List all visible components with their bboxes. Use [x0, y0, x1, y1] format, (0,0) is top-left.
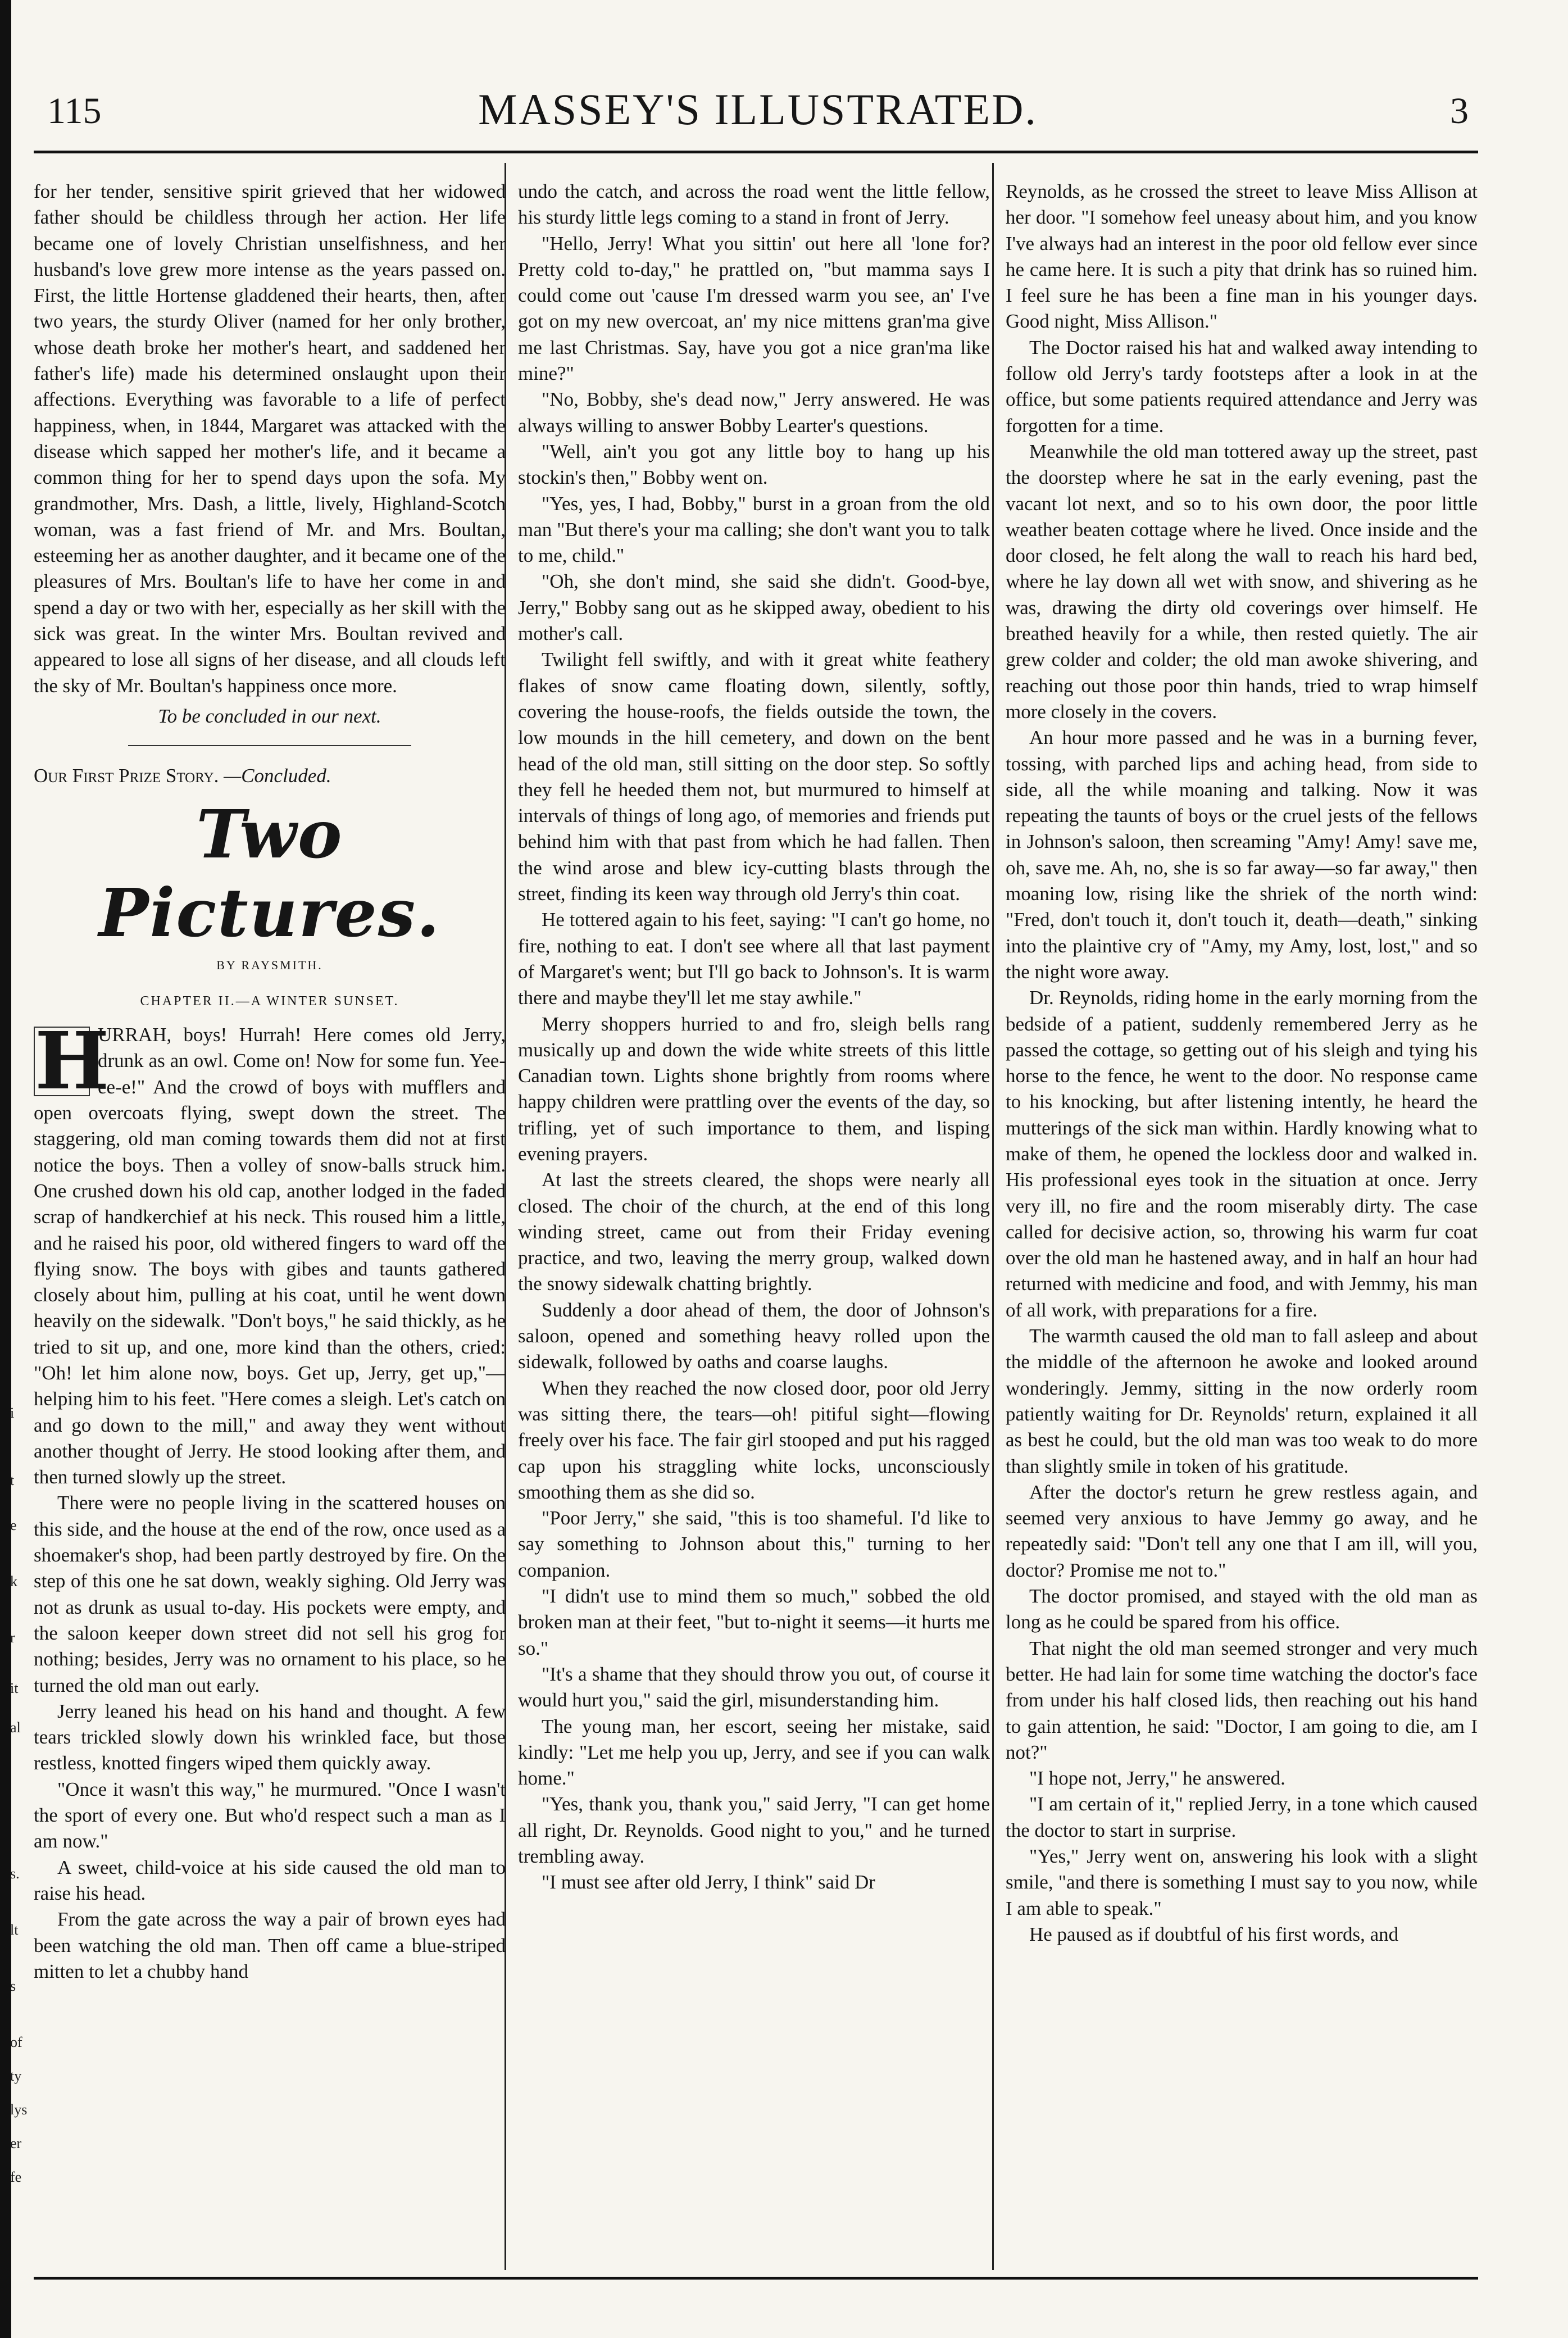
- paragraph: "Yes," Jerry went on, answering his look with a slight smile, "and there is something I must say to you now, while I am able to speak.": [1006, 1845, 1478, 1919]
- margin-fragment: of: [10, 2034, 22, 2050]
- header-rule: [34, 151, 1478, 153]
- paragraph: Twilight fell swiftly, and with it great white feathery flakes of snow came floating down, silently, softly, covering the house-roofs, the fields outside the town, the low mounds in the hill cemetery, and down on the bent head of the old man, still sitting on the door step. So softly they fell he heeded them not, but murmured to himself at intervals of things of long ago, of memories and friends put behind him with that past from which he had fallen. Then the wind arose and blew icy-cutting blasts through the street, finding its keen way through old Jerry's thin coat.: [518, 648, 990, 905]
- paragraph: "Yes, yes, I had, Bobby," burst in a groan from the old man "But there's your ma calling; she don't want you to talk to me, child.": [518, 492, 990, 567]
- drop-cap: H: [35, 1015, 110, 1108]
- paragraph: "Poor Jerry," she said, "this is too shameful. I'd like to say something to Johnson about this," turning to her companion.: [518, 1507, 990, 1581]
- paragraph: The Doctor raised his hat and walked away intending to follow old Jerry's tardy footsteps after a look in at the office, but some patients required attendance and Jerry was forgotten for a time.: [1006, 336, 1478, 437]
- continuation-note: To be concluded in our next.: [158, 705, 381, 727]
- paragraph: Suddenly a door ahead of them, the door of Johnson's saloon, opened and something heavy rolled upon the sidewalk, followed by oaths and coarse laughs.: [518, 1299, 990, 1373]
- paragraph: From the gate across the way a pair of brown eyes had been watching the old man. Then off came a blue-striped mitten to let a chubby hand: [34, 1908, 506, 1982]
- column-1: [34, 179, 506, 2269]
- paragraph: "Oh, she don't mind, she said she didn't. Good-bye, Jerry," Bobby sang out as he skipped away, obedient to his mother's call.: [518, 570, 990, 645]
- margin-fragment: fe: [10, 2169, 22, 2185]
- margin-fragment: t: [10, 1472, 15, 1488]
- column-3: [1006, 179, 1478, 2269]
- paragraph: After the doctor's return he grew restless again, and seemed very anxious to have Jemmy go away, and he repeatedly said: "Don't tell any one that I am ill, will you, doctor? Promise me not to.": [1006, 1481, 1478, 1581]
- margin-fragment: lt: [10, 1922, 19, 1938]
- masthead-title: MASSEY'S ILLUSTRATED.: [478, 85, 1038, 134]
- paragraph: When they reached the now closed door, poor old Jerry was sitting there, the tears—oh! pitiful sight—flowing freely over his face. The fair girl stooped and put his ragged cap upon his straggling white locks, unconsciously smoothing them as she did so.: [518, 1377, 990, 1503]
- column-divider: [992, 163, 994, 2270]
- paragraph: There were no people living in the scattered houses on this side, and the house at the end of the row, once used as a shoemaker's shop, had been partly destroyed by fire. On the step of this one he sat down, weakly sighing. Old Jerry was not as drunk as usual to-day. His pockets were empty, and the saloon keeper down street did not sell his grog for nothing; besides, Jerry was no ornament to his place, so he turned the old man out early.: [34, 1492, 506, 1696]
- column-2: [518, 179, 990, 2269]
- paragraph: He tottered again to his feet, saying: "I can't go home, no fire, nothing to eat. I don't see where all that last payment of Margaret's went; but I'll go back to Johnson's. It is warm there and maybe they'll let me stay awhile.": [518, 909, 990, 1009]
- paragraph: "I hope not, Jerry," he answered.: [1029, 1767, 1285, 1790]
- story-label: [34, 763, 506, 789]
- margin-fragment: k: [10, 1573, 17, 1590]
- paragraph: undo the catch, and across the road went the little fellow, his sturdy little legs coming to a stand in front of Jerry.: [518, 180, 990, 229]
- paragraph: He paused as if doubtful of his first words, and: [1029, 1923, 1399, 1945]
- margin-fragment: e: [10, 1517, 17, 1533]
- story-title: Two Pictures.: [98, 795, 441, 952]
- margin-fragment: lys: [10, 2101, 28, 2118]
- story-label-text: Our First Prize Story.: [34, 765, 219, 787]
- paragraph: The warmth caused the old man to fall asleep and about the middle of the afternoon he awoke and looked around wonderingly. Jemmy, sitting in the now orderly room patiently waiting for Dr. Reynolds' return, explained it all as best he could, but the old man was too weak to do more than slightly smile in token of his gratitude.: [1006, 1325, 1478, 1477]
- chapter-heading: CHAPTER II.—A WINTER SUNSET.: [140, 993, 399, 1009]
- paragraph: for her tender, sensitive spirit grieved that her widowed father should be childless through her action. Her life became one of lovely Christian unselfishness, and her husband's love grew more intense as the years passed on. First, the little Hortense gladdened their hearts, then, after two years, the sturdy Oliver (named for her only brother, whose death broke her mother's heart, and saddened her father's life) made his determined onslaught upon their affections. Everything was favorable to a life of perfect happiness, when, in 1844, Margaret was attacked with the disease which sapped her mother's life, and it became a common thing for her to spend days upon the sofa. My grandmother, Mrs. Dash, a little, lively, Highland-Scotch woman, was a fast friend of Mr. and Mrs. Boultan, esteeming her as another daughter, and it became one of the pleasures of Mrs. Boultan's life to have her come in and spend a day or two with her, especially as her skill with the sick was great. In the winter Mrs. Boultan revived and appeared to lose all signs of her disease, and all clouds left the sky of Mr. Boultan's happiness once more.: [34, 180, 506, 697]
- margin-fragment: s.: [10, 1865, 20, 1882]
- paragraph: Reynolds, as he crossed the street to leave Miss Allison at her door. "I somehow feel uneasy about him, and you know I've always had an interest in the poor old fellow ever since he came here. It is such a pity that drink has so ruined him. I feel sure he has been a fine man in his younger days. Good night, Miss Allison.": [1006, 180, 1478, 333]
- paragraph: That night the old man seemed stronger and very much better. He had lain for some time watching the doctor's face from under his half closed lids, then reaching out his hand to gain attention, he said: "Doctor, I am going to die, am I not?": [1006, 1637, 1478, 1763]
- margin-fragment: it: [10, 1680, 19, 1696]
- paragraph: "Once it wasn't this way," he murmured. "Once I wasn't the sport of every one. But who'd respect such a man as I am now.": [34, 1778, 506, 1853]
- footer-rule: [34, 2277, 1478, 2280]
- paragraph: "It's a shame that they should throw you out, of course it would hurt you," said the girl, misunderstanding him.: [518, 1663, 990, 1711]
- margin-fragment: s: [10, 1978, 16, 1994]
- paragraph: "No, Bobby, she's dead now," Jerry answered. He was always willing to answer Bobby Learter's questions.: [518, 388, 990, 437]
- page-header: [47, 84, 1469, 169]
- paragraph: The young man, her escort, seeing her mistake, said kindly: "Let me help you up, Jerry, and see if you can walk home.": [518, 1715, 990, 1790]
- paragraph: Dr. Reynolds, riding home in the early morning from the bedside of a patient, suddenly remembered Jerry as he passed the cottage, so getting out of his sleigh and tying his horse to the fence, he went to the door. No response came to his knocking, but after listening intently, he heard the mutterings of the sick man within. Hardly knowing what to make of them, he opened the lockless door and walked in. His professional eyes took in the situation at once. Jerry very ill, no fire and the room miserably dirty. The case called for decisive action, so, throwing his warm fur coat over the old man he hastened away, and in half an hour had returned with medicine and food, and with Jemmy, his man of all work, with preparations for a fire.: [1006, 987, 1478, 1321]
- opening-paragraph: [34, 1015, 506, 1490]
- story-label-suffix: —Concluded.: [224, 765, 331, 787]
- margin-fragment: i: [10, 1405, 15, 1421]
- margin-fragment: r: [10, 1629, 15, 1646]
- paragraph: "Hello, Jerry! What you sittin' out here all 'lone for? Pretty cold to-day," he prattled on, "but mamma says I could come out 'cause I'm dressed warm you see, an' I've got on my new overcoat, an' my nice mittens gran'ma give me last Christmas. Say, have you got a nice gran'ma like mine?": [518, 232, 990, 385]
- paragraph: "I must see after old Jerry, I think" said Dr: [542, 1871, 875, 1894]
- paragraph: An hour more passed and he was in a burning fever, tossing, with parched lips and aching head, from side to side, all the while moaning and talking. Now it was repeating the taunts of boys or the cruel jests of the fellows in Johnson's saloon, then screaming "Amy! Amy! save me, oh, save me. Ah, no, she is so far away—so far away," then moaning low, rising like the shriek of the north wind: "Fred, don't touch it, don't touch it, death—death," sinking into the plaintive cry of "Amy, my Amy, lost, lost," and so the night wore away.: [1006, 727, 1478, 983]
- paragraph: The doctor promised, and stayed with the old man as long as he could be spared from his office.: [1006, 1585, 1478, 1633]
- byline: BY RAYSMITH.: [216, 957, 323, 972]
- paragraph: "Well, ain't you got any little boy to hang up his stockin's then," Bobby went on.: [518, 440, 990, 489]
- paragraph: "I didn't use to mind them so much," sobbed the old broken man at their feet, "but to-night it seems—it hurts me so.": [518, 1585, 990, 1659]
- page-edge-binding: [0, 0, 11, 2338]
- paragraph: Meanwhile the old man tottered away up the street, past the doorstep where he sat in the early evening, past the vacant lot next, and so to his own door, the poor little weather beaten cottage where he lived. Once inside and the door closed, he felt along the wall to reach his hard bed, where he lay down all wet with snow, and shivering as he was, drawing the dirty old coverings over himself. He breathed heavily for a while, then rested quietly. The air grew colder and colder; the old man awoke shivering, and reaching out those poor thin hands, tried to wrap himself more closely in the covers.: [1006, 440, 1478, 723]
- margin-fragment: ty: [10, 2068, 22, 2084]
- paragraph: A sweet, child-voice at his side caused the old man to raise his head.: [34, 1856, 506, 1904]
- opening-text: URRAH, boys! Hurrah! Here comes old Jerry, drunk as an owl. Come on! Now for some fun. Yee-ee-e!" And the crowd of boys with mufflers and open overcoats flying, swept down the street. The staggering, old man coming towards them did not at first notice the boys. Then a volley of snow-balls struck him. One crushed down his old cap, another lodged in the faded scrap of handkerchief at his neck. This roused him a little, and he raised his poor, old withered fingers to ward off the flying snow. The boys with gibes and taunts gathered closely about him, pulling at his coat, until he went down heavily on the sidewalk. "Don't boys," he said thickly, as he tried to sit up, and one, more kind than the others, cried: "Oh! let him alone now, boys. Get up, Jerry, get up,"—helping him to his feet. "Here comes a sleigh. Let's catch on and go down to the mill," and away they went without another thought of Jerry. He stood looking after them, and then turned slowly up the street.: [34, 1024, 506, 1488]
- paragraph: Merry shoppers hurried to and fro, sleigh bells rang musically up and down the wide white streets of this little Canadian town. Lights shone brightly from rooms where happy children were prattling over the events of the day, so trifling, yet of such importance to them, and lisping evening prayers.: [518, 1013, 990, 1165]
- paragraph: Jerry leaned his head on his hand and thought. A few tears trickled slowly down his wrinkled face, but those restless, knotted fingers wiped them quickly away.: [34, 1700, 506, 1774]
- section-divider: [128, 745, 411, 746]
- paragraph: At last the streets cleared, the shops were nearly all closed. The choir of the church, at the end of this long winding street, came out from their Friday evening practice, and two, leaving the merry group, walked down the snowy sidewalk chatting brightly.: [518, 1169, 990, 1295]
- paragraph: "I am certain of it," replied Jerry, in a tone which caused the doctor to start in surprise.: [1006, 1793, 1478, 1841]
- page-number: 115: [47, 90, 102, 131]
- sheet-number: 3: [1450, 90, 1469, 131]
- margin-fragment: al: [10, 1719, 21, 1736]
- margin-fragment: er: [10, 2135, 22, 2151]
- paragraph: "Yes, thank you, thank you," said Jerry, "I can get home all right, Dr. Reynolds. Good night to you," and he turned trembling away.: [518, 1793, 990, 1867]
